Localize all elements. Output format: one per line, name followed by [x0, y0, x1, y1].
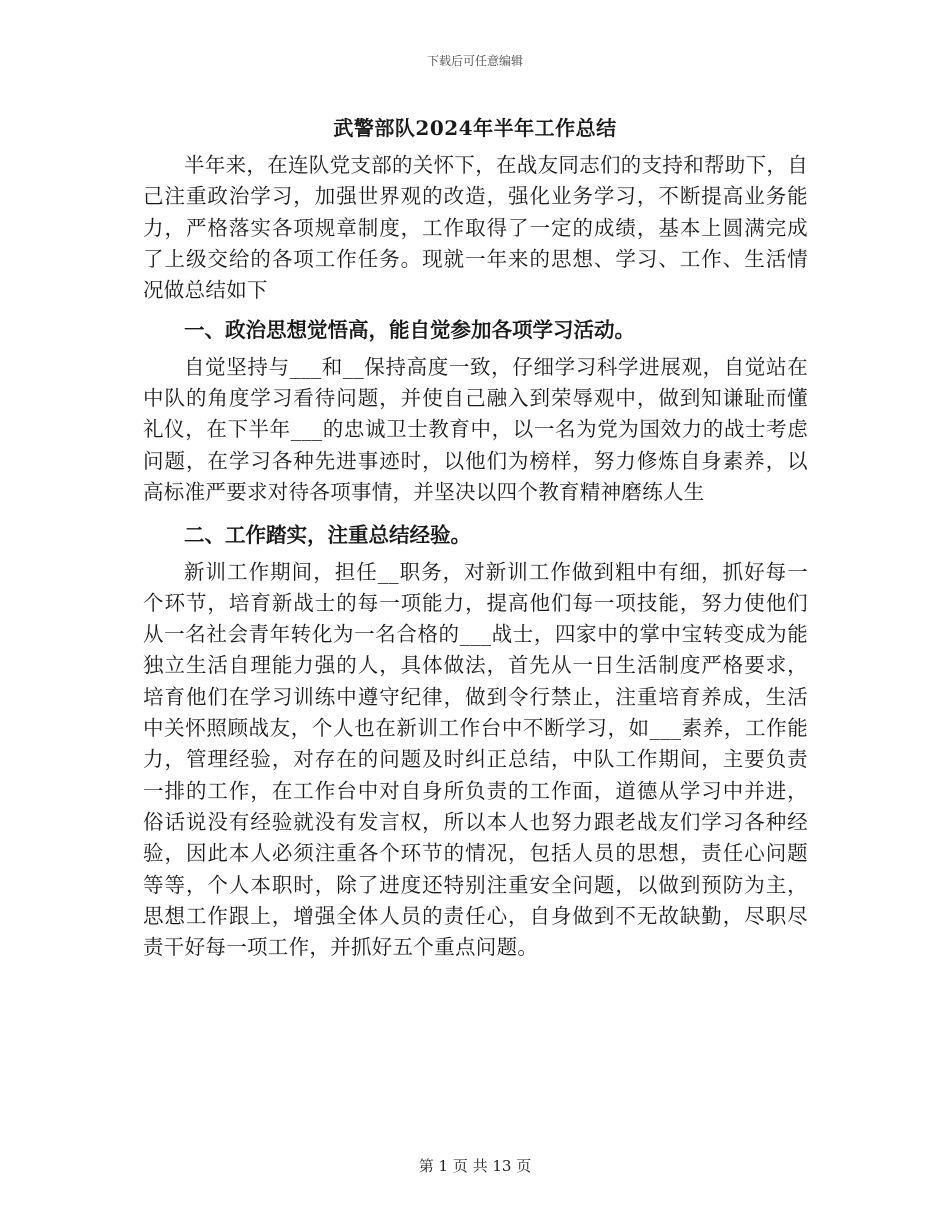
header-note: 下载后可任意编辑 [426, 54, 523, 68]
section-1-paragraph: 自觉坚持与___和__保持高度一致，仔细学习科学进展观，自觉站在中队的角度学习看待问题，并使自己融入到荣辱观中，做到知谦耻而懂礼仪，在下半年___的忠诚卫士教育中，以一名为党为国效力的战士考虑问题，在学习各种先进事迹时，以他们为榜样，努力修炼自身素养，以高标准严要求对待各项事情，并坚决以四个教育精神磨练人生 [143, 354, 808, 504]
section-2-heading: 二、工作踏实，注重总结经验。 [184, 523, 471, 548]
document-title: 武警部队2024年半年工作总结 [333, 116, 617, 140]
section-1-heading: 一、政治思想觉悟高，能自觉参加各项学习活动。 [184, 318, 635, 343]
intro-paragraph: 半年来，在连队党支部的关怀下，在战友同志们的支持和帮助下，自己注重政治学习，加强世界观的改造，强化业务学习，不断提高业务能力，严格落实各项规章制度，工作取得了一定的成绩，基本上圆满完成了上级交给的各项工作任务。现就一年来的思想、学习、工作、生活情况做总结如下 [143, 153, 808, 303]
section-2-paragraph: 新训工作期间，担任__职务，对新训工作做到粗中有细，抓好每一个环节，培育新战士的每一项能力，提高他们每一项技能，努力使他们从一名社会青年转化为一名合格的___战士，四家中的掌中宝转变成为能独立生活自理能力强的人，具体做法，首先从一日生活制度严格要求，培育他们在学习训练中遵守纪律，做到令行禁止，注重培育养成，生活中关怀照顾战友，个人也在新训工作台中不断学习，如___素养，工作能力，管理经验，对存在的问题及时纠正总结，中队工作期间，主要负责一排的工作，在工作台中对自身所负责的工作面，道德从学习中并进，俗话说没有经验就没有发言权，所以本人也努力跟老战友们学习各种经验，因此本人必须注重各个环节的情况，包括人员的思想，责任心问题等等，个人本职时，除了进度还特别注重安全问题，以做到预防为主，思想工作跟上，增强全体人员的责任心，自身做到不无故缺勤，尽职尽责干好每一项工作，并抓好五个重点问题。 [143, 559, 808, 960]
document-body [143, 150, 808, 963]
page-footer: 第 1 页 共 13 页 [418, 1157, 532, 1175]
